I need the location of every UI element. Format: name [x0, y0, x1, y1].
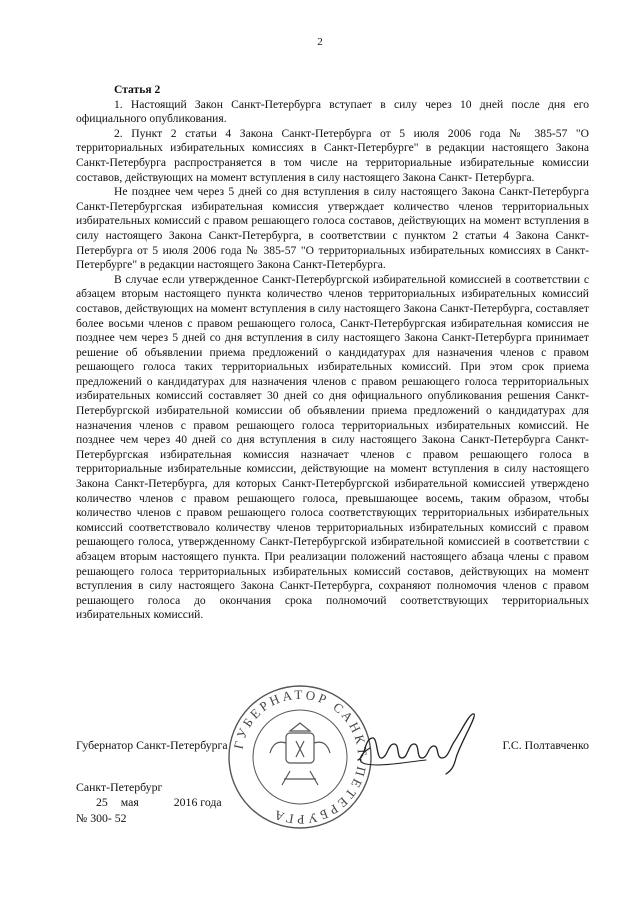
article-paragraph-2: 2. Пункт 2 статьи 4 Закона Санкт-Петербурга от 5 июля 2006 года № 385-57 "О территориальных избирательных комиссиях в Санкт-Петербурге" в редакции настоящего Закона Санкт-Петербурга распространяется в том числе на территориальные избирательные комиссии составов, действующих на момент вступления в силу настоящего Закона Санкт- Петербурга. [76, 126, 589, 184]
law-number: № 300- 52 [76, 811, 127, 825]
date-year: 2016 года [173, 795, 222, 809]
date [96, 795, 222, 810]
date-month: мая [120, 795, 139, 809]
article-2 [76, 83, 589, 623]
handwritten-signature [350, 712, 490, 778]
city: Санкт-Петербург [76, 780, 163, 794]
article-paragraph-1: 1. Настоящий Закон Санкт-Петербурга вступает в силу через 10 дней после дня его официального опубликования. [76, 97, 589, 126]
date-day: 25 [96, 795, 108, 809]
page-number: 2 [317, 36, 323, 48]
article-paragraph-3: Не позднее чем через 5 дней со дня вступления в силу настоящего Закона Санкт-Петербурга Санкт-Петербургская избирательная комиссия утверждает количество членов территориальных избирательных комиссий с правом решающего голоса составов, действующих на момент вступления в силу настоящего Закона Санкт-Петербурга, в соответствии с пунктом 2 статьи 4 Закона Санкт-Петербурга от 5 июля 2006 года № 385-57 "О территориальных избирательных комиссиях в Санкт-Петербурге" в редакции настоящего Закона Санкт-Петербурга. [76, 185, 589, 272]
governor-title: Губернатор Санкт-Петербурга [76, 738, 228, 752]
place-and-date [76, 780, 222, 826]
svg-text:ГУБЕРНАТОР САНКТ-ПЕТЕРБУРГА: ГУБЕРНАТОР САНКТ-ПЕТЕРБУРГА [230, 686, 371, 828]
governor-name: Г.С. Полтавченко [502, 738, 589, 752]
article-title: Статья 2 [114, 83, 161, 96]
article-paragraph-4: В случае если утвержденное Санкт-Петербургской избирательной комиссией в соответствии с абзацем вторым настоящего пункта количество членов территориальных избирательных комиссий составов, действующих на момент вступления в силу настоящего Закона Санкт-Петербурга, составляет более восьми членов с правом решающего голоса, Санкт-Петербургская избирательная комиссия не позднее чем через 5 дней со дня вступления в силу настоящего Закона Санкт-Петербурга принимает решение об объявлении приема предложений о кандидатурах для назначения членов с правом решающего голоса таких территориальных избирательных комиссий. При этом срок приема предложений о кандидатурах для назначения членов с правом решающего голоса территориальных избирательных комиссий составляет 30 дней со дня официального опубликования решения Санкт-Петербургской избирательной комиссии об объявлении приема предложений о кандидатурах для назначения членов с правом решающего голоса территориальных избирательных комиссий. Не позднее чем через 40 дней со дня вступления в силу настоящего Закона Санкт-Петербурга Санкт-Петербургская избирательная комиссия назначает членов с правом решающего голоса в территориальные избирательные комиссии, действующие на момент вступления в силу настоящего Закона Санкт-Петербурга, для которых Санкт-Петербургской избирательной комиссией утверждено количество членов с правом решающего голоса, превышающее восемь, таким образом, чтобы количество членов с правом решающего голоса соответствующих территориальных избирательных комиссий соответствовало количеству членов территориальных избирательных комиссий с правом решающего голоса, утвержденному Санкт-Петербургской избирательной комиссией в соответствии с абзацем вторым настоящего пункта. При реализации положений настоящего абзаца члены с правом решающего голоса территориальных избирательных комиссий составов, действующих на момент вступления в силу настоящего Закона Санкт-Петербурга, сохраняют полномочия членов с правом решающего голоса до окончания срока полномочий соответствующих территориальных избирательных комиссий. [76, 272, 589, 622]
